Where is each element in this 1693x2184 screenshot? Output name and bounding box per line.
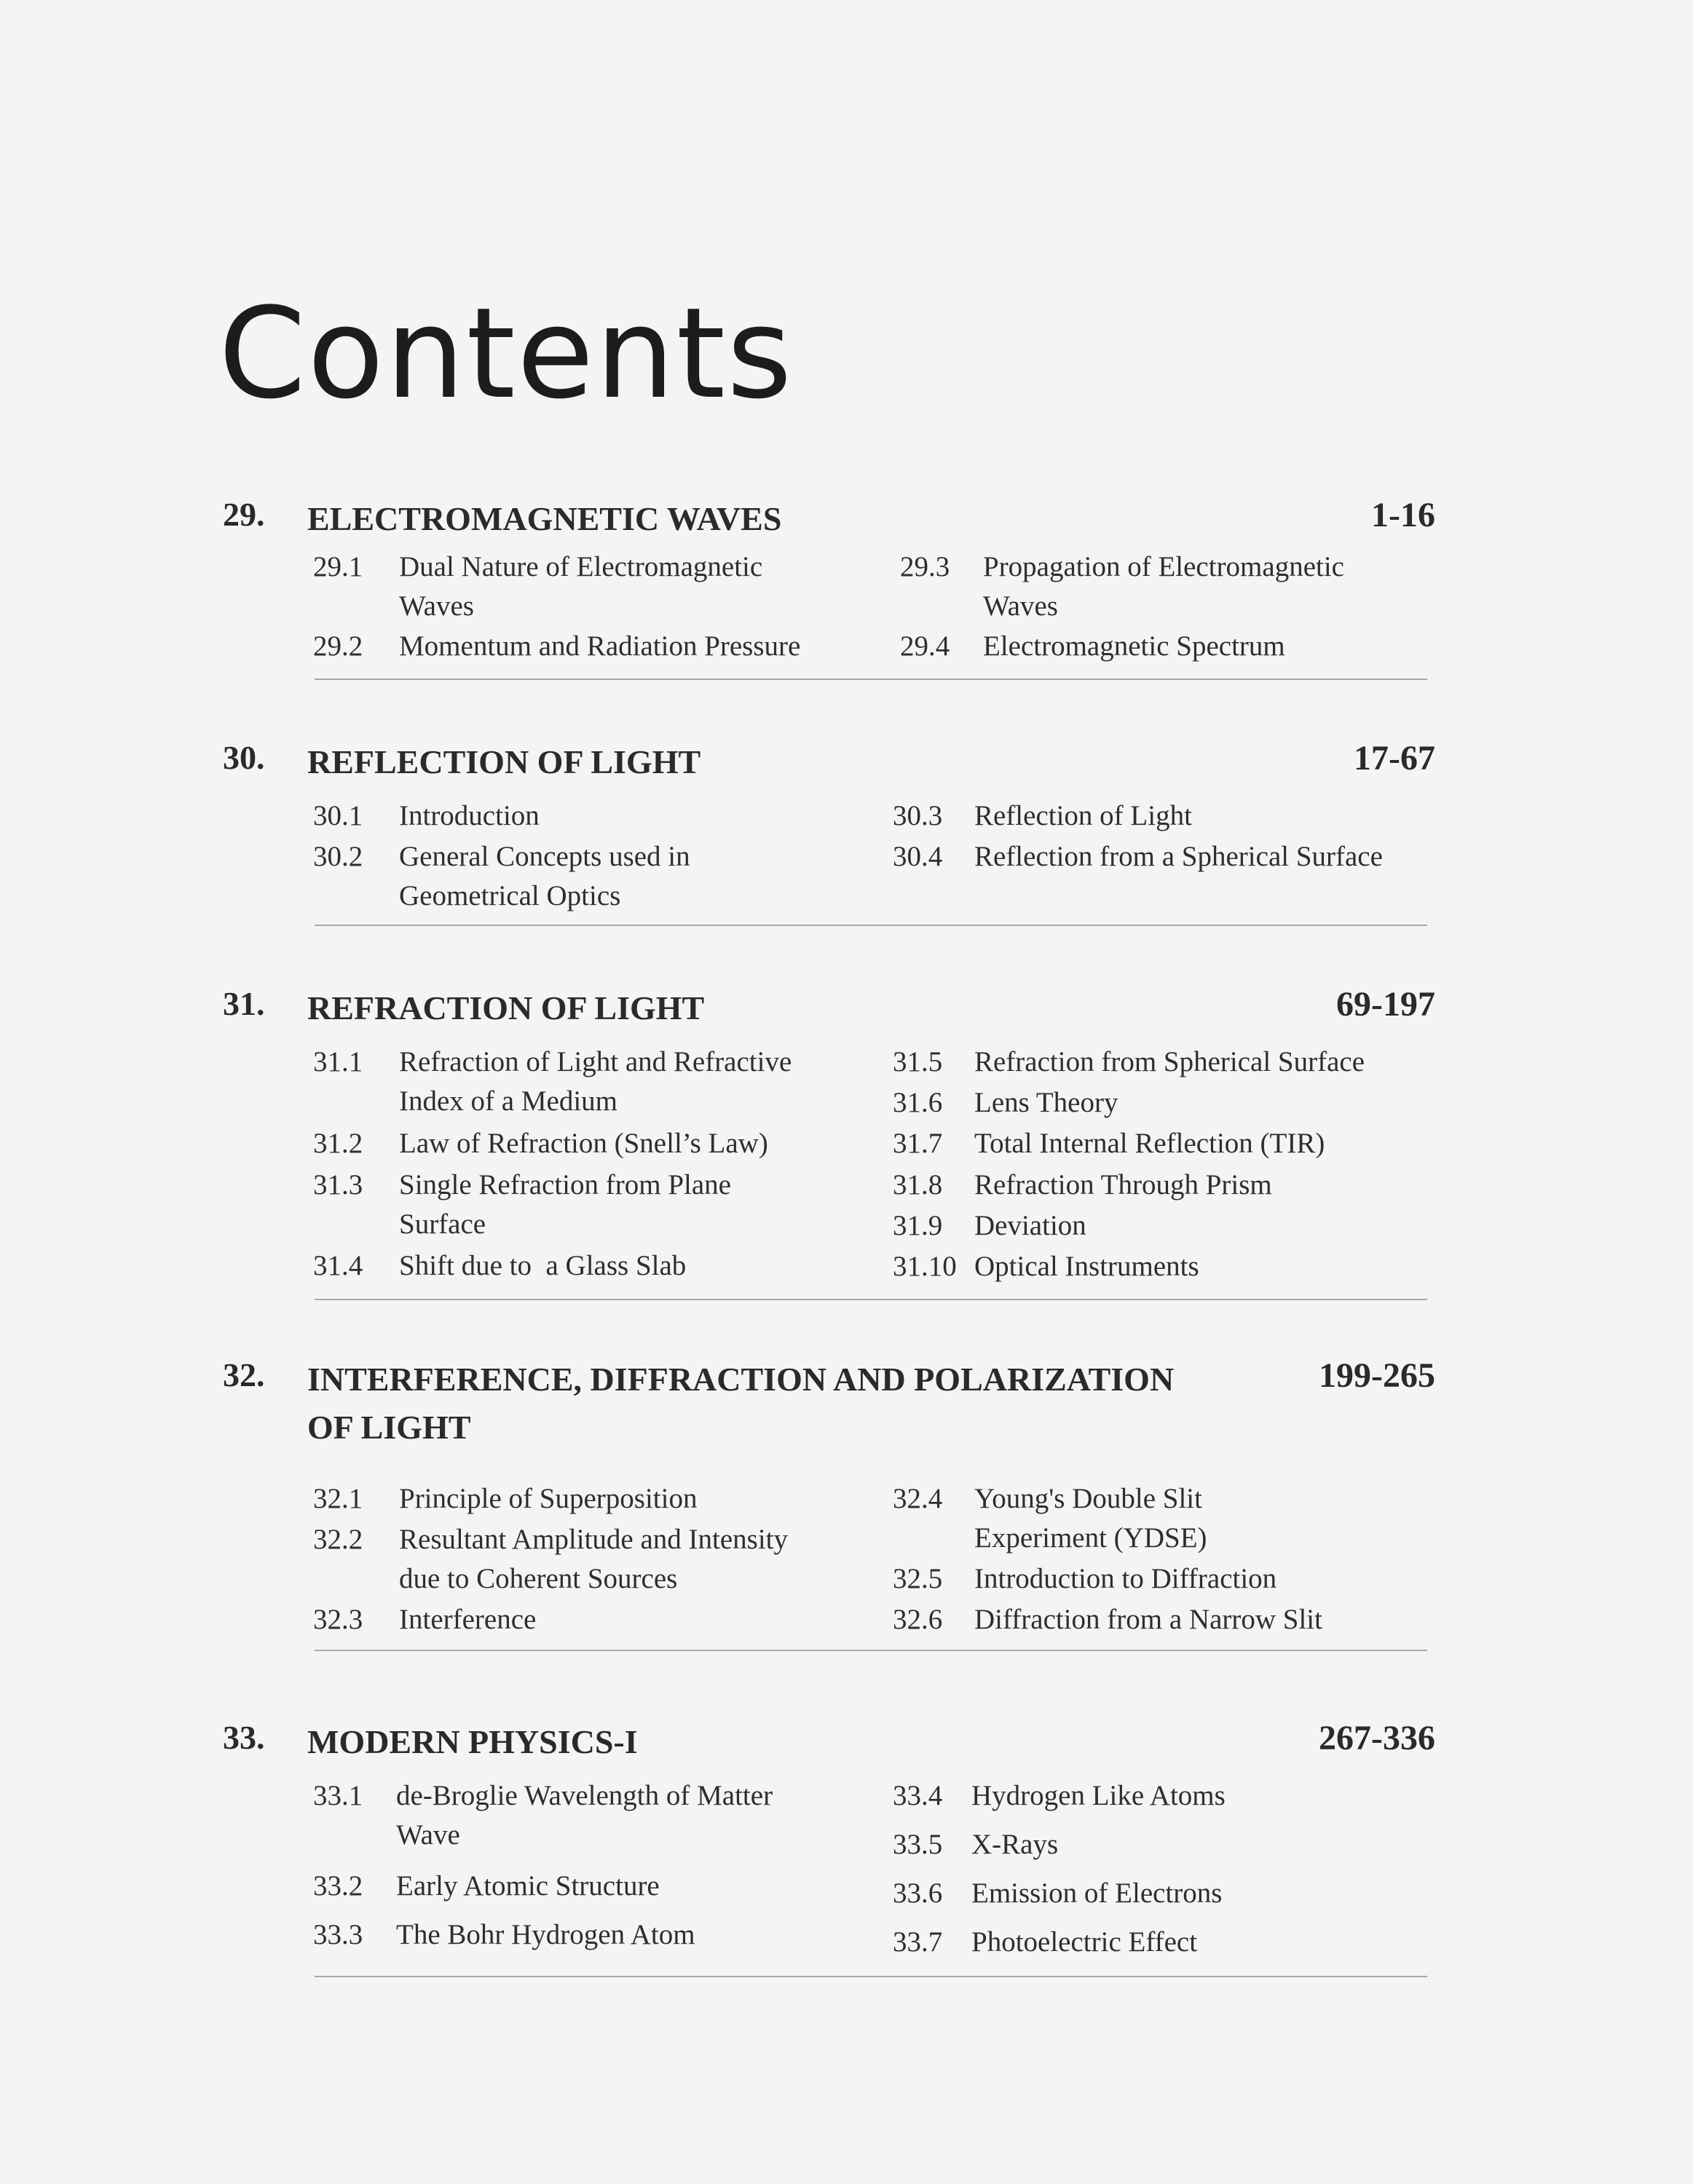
section-number: 33.1 [313, 1780, 363, 1811]
section-title: The Bohr Hydrogen Atom [396, 1919, 695, 1950]
section-number: 29.2 [313, 630, 363, 662]
chapter-header [223, 1718, 1435, 1762]
section-title: Resultant Amplitude and Intensity due to Coherent Sources [399, 1524, 789, 1594]
section-number: 32.4 [893, 1483, 943, 1514]
chapter-pages: 1-16 [1371, 496, 1435, 534]
section-number: 30.3 [893, 800, 943, 831]
section-title: Refraction of Light and Refractive Index of a Medium [399, 1046, 792, 1117]
divider [315, 1976, 1427, 1977]
section-number: 31.2 [313, 1128, 363, 1159]
section-title: Electromagnetic Spectrum [983, 630, 1285, 662]
section-number: 31.3 [313, 1169, 363, 1200]
section-title: de-Broglie Wavelength of Matter Wave [396, 1780, 773, 1851]
section-number: 32.3 [313, 1604, 363, 1635]
section-title: Refraction from Spherical Surface [974, 1046, 1365, 1077]
section-title: Early Atomic Structure [396, 1870, 660, 1902]
section-title: General Concepts used in Geometrical Optics [399, 841, 690, 911]
chapter-pages: 267-336 [1319, 1719, 1435, 1757]
chapter-title: MODERN PHYSICS-I [307, 1723, 638, 1760]
section-number: 31.8 [893, 1169, 943, 1200]
section-number: 29.1 [313, 551, 363, 582]
chapter-header [223, 738, 1435, 782]
section-number: 31.7 [893, 1128, 943, 1159]
section-number: 32.6 [893, 1604, 943, 1635]
section-number: 31.5 [893, 1046, 943, 1077]
section-title: Photoelectric Effect [971, 1926, 1198, 1958]
section-title: Introduction [399, 800, 540, 831]
section-title: Principle of Superposition [399, 1483, 698, 1514]
chapter-number: 29. [223, 496, 265, 533]
page-title: Contents [218, 280, 794, 427]
section-title: Dual Nature of Electromagnetic Waves [399, 551, 763, 622]
divider [315, 1650, 1427, 1651]
section-title: Momentum and Radiation Pressure [399, 630, 801, 662]
chapter-pages: 199-265 [1319, 1356, 1435, 1395]
section-number: 30.1 [313, 800, 363, 831]
section-number: 33.6 [893, 1878, 943, 1909]
section-number: 31.10 [893, 1251, 957, 1282]
chapter-title: REFRACTION OF LIGHT [307, 989, 705, 1026]
section-title: Propagation of Electromagnetic Waves [983, 551, 1344, 622]
section-number: 32.2 [313, 1524, 363, 1555]
chapter-number: 33. [223, 1719, 265, 1756]
section-title: Reflection from a Spherical Surface [974, 841, 1383, 872]
chapter-29 [223, 495, 1435, 662]
section-title: Emission of Electrons [971, 1878, 1223, 1909]
section-title: Refraction Through Prism [974, 1169, 1272, 1200]
section-number: 33.4 [893, 1780, 943, 1811]
section-number: 31.4 [313, 1250, 363, 1281]
section-number: 31.6 [893, 1087, 943, 1118]
chapter-pages: 69-197 [1336, 985, 1435, 1024]
section-number: 33.2 [313, 1870, 363, 1902]
section-number: 33.7 [893, 1926, 943, 1958]
section-title: X-Rays [971, 1829, 1059, 1860]
chapter-header [223, 1356, 1435, 1446]
chapter-number: 30. [223, 739, 265, 776]
section-title: Hydrogen Like Atoms [971, 1780, 1226, 1811]
section-title: Law of Refraction (Snell’s Law) [399, 1128, 768, 1159]
section-title: Interference [399, 1604, 537, 1635]
section-title: Young's Double Slit Experiment (YDSE) [974, 1483, 1207, 1554]
chapter-number: 31. [223, 985, 265, 1022]
section-number: 29.4 [900, 630, 950, 662]
section-title: Optical Instruments [974, 1251, 1199, 1282]
chapter-pages: 17-67 [1354, 739, 1435, 778]
section-number: 31.9 [893, 1210, 943, 1241]
section-title: Total Internal Reflection (TIR) [974, 1128, 1325, 1159]
section-number: 29.3 [900, 551, 950, 582]
section-title: Shift due to a Glass Slab [399, 1250, 687, 1281]
chapter-33 [223, 1718, 1435, 1958]
section-title: Deviation [974, 1210, 1086, 1241]
chapter-31 [223, 984, 1435, 1282]
section-number: 32.5 [893, 1563, 943, 1594]
section-number: 33.3 [313, 1919, 363, 1950]
chapter-30 [223, 738, 1435, 911]
section-title: Lens Theory [974, 1087, 1118, 1118]
chapter-title: ELECTROMAGNETIC WAVES [307, 500, 782, 537]
section-number: 32.1 [313, 1483, 363, 1514]
chapter-32 [223, 1356, 1435, 1635]
section-number: 30.4 [893, 841, 943, 872]
section-number: 31.1 [313, 1046, 363, 1077]
divider [315, 1299, 1427, 1300]
section-title: Single Refraction from Plane Surface [399, 1169, 731, 1240]
section-title: Reflection of Light [974, 800, 1192, 831]
chapter-number: 32. [223, 1356, 265, 1393]
chapter-title: INTERFERENCE, DIFFRACTION AND POLARIZATION OF LIGHT [307, 1361, 1175, 1446]
divider [315, 925, 1427, 926]
section-title: Diffraction from a Narrow Slit [974, 1604, 1322, 1635]
section-number: 30.2 [313, 841, 363, 872]
divider [315, 678, 1427, 680]
section-number: 33.5 [893, 1829, 943, 1860]
chapter-header [223, 984, 1435, 1028]
chapter-title: REFLECTION OF LIGHT [307, 743, 701, 780]
section-title: Introduction to Diffraction [974, 1563, 1277, 1594]
chapter-header [223, 495, 1435, 539]
